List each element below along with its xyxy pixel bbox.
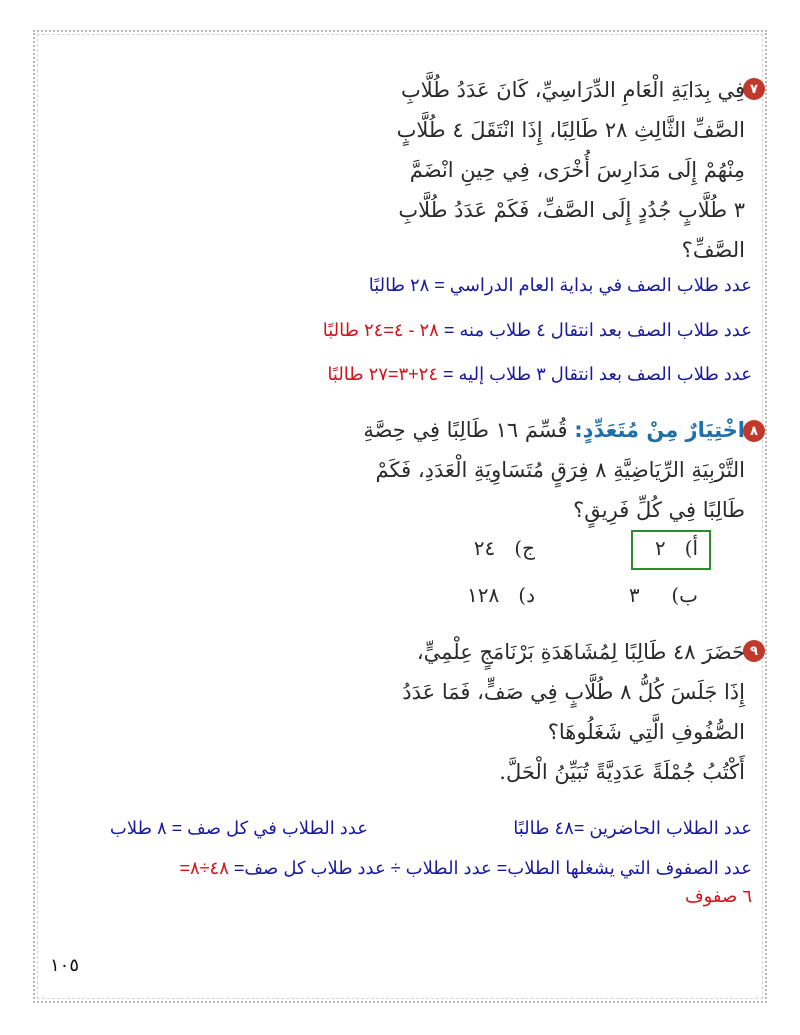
- option-b-value: ٣: [628, 583, 640, 607]
- q9-answer-attendees: عدد الطلاب الحاضرين =٤٨ طالبًا: [513, 818, 752, 838]
- option-a-value: ٢: [654, 536, 666, 560]
- q8-line-first: [363, 410, 745, 450]
- option-d-value: ١٢٨: [466, 583, 500, 607]
- option-c[interactable]: [474, 536, 535, 560]
- q9-line: حَضَرَ ٤٨ طَالِبًا لِمُشَاهَدَةِ بَرْنَامَجٍ عِلْمِيٍّ،: [416, 640, 745, 664]
- q9-answer-rows: [179, 858, 752, 879]
- q9-line: إِذَا جَلَسَ كُلُّ ٨ طُلَّابٍ فِي صَفٍّ، فَمَا عَدَدُ: [402, 680, 745, 704]
- q7-line: ٣ طُلَّابٍ جُدُدٍ إِلَى الصَّفِّ، فَكَمْ عَدَدُ طُلَّابِ: [398, 198, 745, 222]
- multiple-choice-label: اخْتِيَارٌ مِنْ مُتَعَدِّدٍ:: [574, 418, 745, 442]
- question-8-number: ٨: [750, 423, 758, 439]
- question-8-badge: [743, 420, 765, 442]
- q7-answer-2-calc: ٢٨ - ٤=٢٤ طالبًا: [322, 320, 439, 340]
- q9-line: أَكْتُبُ جُمْلَةً عَدَدِيَّةً تُبَيِّنُ الْحَلَّ.: [499, 760, 745, 784]
- option-c-value: ٢٤: [473, 536, 496, 560]
- page-number: ١٠٥: [50, 955, 80, 976]
- q7-line: مِنْهُمْ إِلَى مَدَارِسَ أُخْرَى، فِي حِينِ انْضَمَّ: [409, 158, 745, 182]
- q7-answer-2: [323, 320, 752, 341]
- q7-answer-2-label: عدد طلاب الصف بعد انتقال ٤ طلاب منه =: [438, 320, 752, 340]
- q7-line: فِي بِدَايَةِ الْعَامِ الدِّرَاسِيِّ، كَانَ عَدَدُ طُلَّابِ: [400, 78, 745, 102]
- question-9-text: [402, 632, 745, 792]
- q9-answer-rows-label: عدد الصفوف التي يشغلها الطلاب= عدد الطلاب ÷ عدد طلاب كل صف=: [228, 858, 752, 878]
- option-a[interactable]: [655, 536, 698, 560]
- q8-line: طَالِبًا فِي كُلِّ فَرِيقٍ؟: [573, 498, 745, 522]
- q8-line: قُسِّمَ ١٦ طَالِبًا فِي حِصَّةِ: [363, 418, 568, 442]
- option-c-letter: ج): [514, 536, 535, 560]
- question-7-badge: [743, 78, 765, 100]
- question-9-number: ٩: [750, 643, 758, 659]
- option-d-letter: د): [518, 583, 535, 607]
- q7-answer-1: [369, 275, 752, 296]
- q9-line: الصُّفُوفِ الَّتِي شَغَلُوهَا؟: [547, 720, 745, 744]
- question-9-badge: [743, 640, 765, 662]
- q7-line: الصَّفِّ الثَّالِثِ ٢٨ طَالِبًا، إِذَا انْتَقَلَ ٤ طُلَّابٍ: [396, 118, 745, 142]
- question-7-text: [397, 70, 745, 270]
- q9-answer-rows-calc: ٤٨÷٨=: [179, 858, 229, 878]
- question-8-text: [363, 410, 745, 530]
- q7-answer-3-label: عدد طلاب الصف بعد انتقال ٣ طلاب إليه =: [438, 364, 752, 384]
- q8-line: التَّرْبِيَةِ الرِّيَاضِيَّةِ ٨ فِرَقٍ مُتَسَاوِيَةِ الْعَدَدِ، فَكَمْ: [375, 458, 745, 482]
- q7-line: الصَّفِّ؟: [681, 238, 745, 262]
- question-7-number: ٧: [750, 81, 758, 97]
- q7-answer-3: [327, 364, 752, 385]
- option-b-letter: ب): [671, 583, 698, 607]
- q7-answer-1-text: عدد طلاب الصف في بداية العام الدراسي = ٢٨ طالبًا: [368, 275, 752, 295]
- option-a-letter: أ): [684, 536, 698, 560]
- q9-answer-result: ٦ صفوف: [684, 886, 752, 906]
- q7-answer-3-calc: ٢٤+٣=٢٧ طالبًا: [327, 364, 439, 384]
- option-b[interactable]: [629, 583, 698, 607]
- q9-answer-per-row: عدد الطلاب في كل صف = ٨ طلاب: [109, 818, 368, 838]
- option-d[interactable]: [467, 583, 535, 607]
